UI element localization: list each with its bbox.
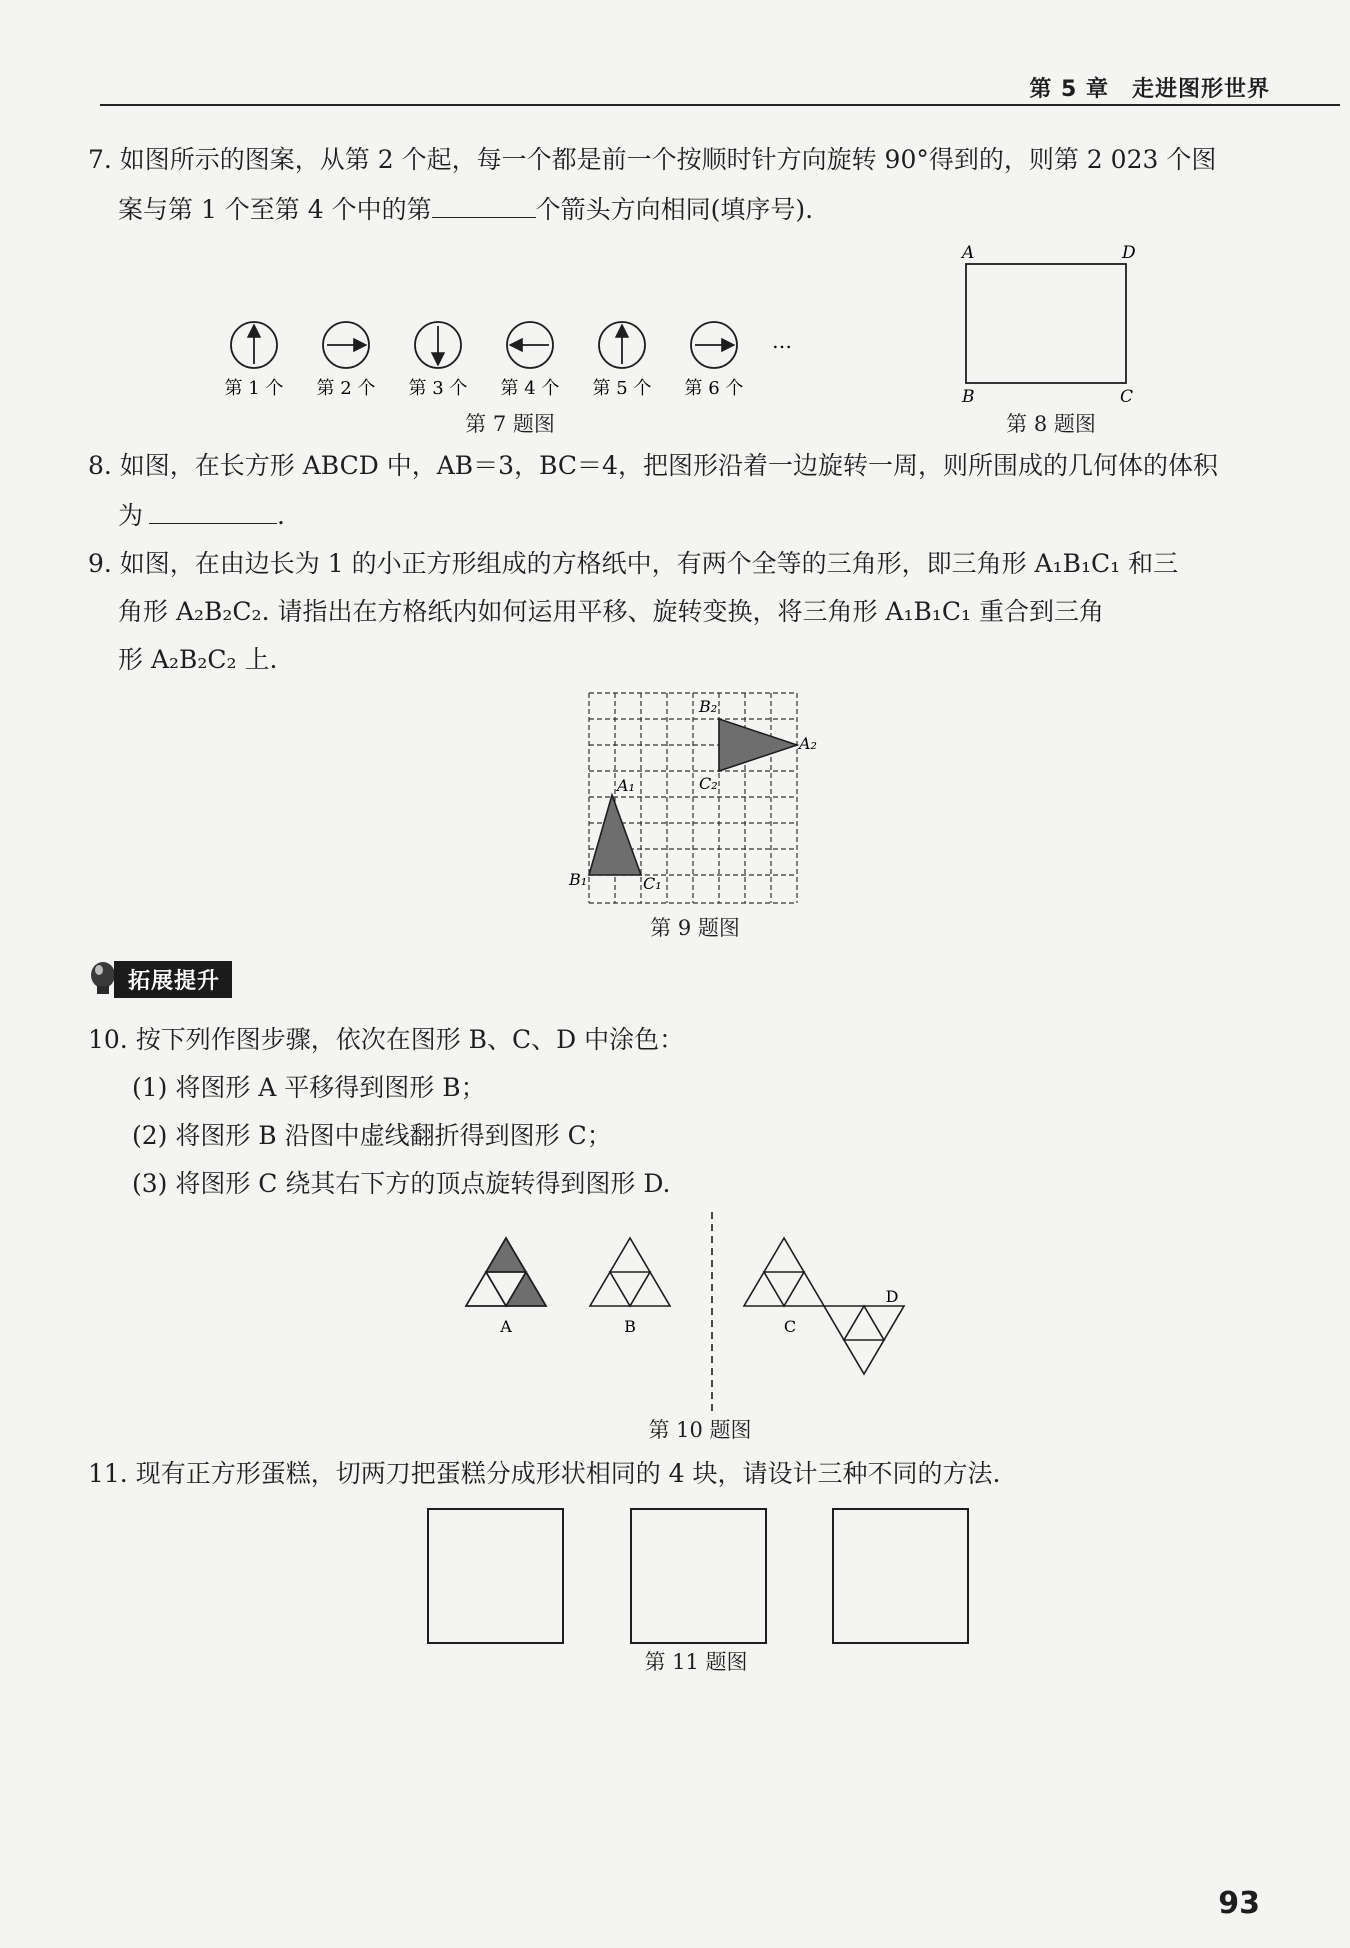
q7-item-label-1: 第 1 个 — [224, 378, 284, 399]
q8-label-A: A — [962, 243, 975, 263]
q9-triangle-2 — [719, 719, 797, 771]
q10-step1: (1) 将图形 A 平移得到图形 B； — [132, 1073, 486, 1102]
chapter-title: 第 5 章 走进图形世界 — [1029, 77, 1270, 102]
q9-line1: 9. 如图，在由边长为 1 的小正方形组成的方格纸中，有两个全等的三角形，即三角形 A₁B₁C₁ 和三 — [88, 549, 1179, 578]
q7-arrow-circle-1 — [231, 322, 277, 368]
q9-triangle-1 — [589, 795, 641, 875]
q8-label-D: D — [1122, 243, 1136, 263]
page-number: 93 — [1218, 1886, 1260, 1921]
q10-shape-A — [466, 1238, 546, 1306]
q8-line2-end: . — [277, 501, 285, 530]
q9-label-B1: B₁ — [569, 870, 588, 889]
q11-square-2[interactable] — [630, 1508, 767, 1644]
q10-step2: (2) 将图形 B 沿图中虚线翻折得到图形 C； — [132, 1121, 612, 1150]
q7-item-label-6: 第 6 个 — [684, 378, 744, 399]
q7-ellipsis: … — [772, 329, 792, 353]
q7-caption: 第 7 题图 — [465, 412, 555, 436]
q9-line2: 角形 A₂B₂C₂. 请指出在方格纸内如何运用平移、旋转变换，将三角形 A₁B₁C₁ 重合到三角 — [118, 597, 1104, 626]
q7-arrow-circle-5 — [599, 322, 645, 368]
q10-line1: 10. 按下列作图步骤，依次在图形 B、C、D 中涂色： — [88, 1025, 685, 1054]
q8-label-B: B — [962, 387, 975, 407]
q7-arrow-circle-2 — [323, 322, 369, 368]
q11-square-1[interactable] — [427, 1508, 564, 1644]
q8-line2 — [118, 492, 285, 540]
q7-item-label-4: 第 4 个 — [500, 378, 560, 399]
q8-rectangle — [966, 264, 1126, 383]
q10-figure — [450, 1210, 950, 1425]
q7-line2-text-b: 个箭头方向相同(填序号). — [535, 195, 814, 224]
q7-item-label-3: 第 3 个 — [408, 378, 468, 399]
q7-answer-blank[interactable] — [432, 217, 536, 218]
q9-grid-figure — [565, 685, 835, 910]
q8-answer-blank[interactable] — [149, 523, 277, 524]
q10-label-D: D — [885, 1287, 899, 1306]
q11-line1: 11. 现有正方形蛋糕，切两刀把蛋糕分成形状相同的 4 块，请设计三种不同的方法. — [88, 1459, 1001, 1488]
q11-caption: 第 11 题图 — [644, 1650, 748, 1674]
q7-line2-text-a: 案与第 1 个至第 4 个中的第 — [118, 195, 432, 224]
q8-figure — [950, 240, 1150, 410]
q9-label-A1: A₁ — [617, 776, 635, 795]
q9-label-C1: C₁ — [643, 874, 662, 893]
section-badge — [88, 960, 232, 998]
q10-shape-B — [590, 1238, 670, 1306]
header-rule — [100, 104, 1340, 106]
q9-label-B2: B₂ — [699, 697, 718, 716]
q10-label-A: A — [500, 1317, 512, 1336]
q9-line3: 形 A₂B₂C₂ 上. — [118, 645, 278, 674]
q8-line1: 8. 如图，在长方形 ABCD 中，AB＝3，BC＝4，把图形沿着一边旋转一周，则所围成的几何体的体积 — [88, 451, 1218, 480]
q10-shape-C — [744, 1238, 824, 1306]
q10-step3: (3) 将图形 C 绕其右下方的顶点旋转得到图形 D. — [132, 1169, 671, 1198]
q10-label-C: C — [783, 1317, 797, 1336]
q8-label-C: C — [1120, 387, 1134, 407]
q9-label-C2: C₂ — [699, 774, 718, 793]
q7-item-label-2: 第 2 个 — [316, 378, 376, 399]
q10-shape-D — [824, 1306, 904, 1374]
q9-label-A2: A₂ — [799, 734, 817, 753]
q7-arrow-circle-3 — [415, 322, 461, 368]
q8-line2-text: 为 — [118, 501, 144, 530]
q10-caption: 第 10 题图 — [648, 1418, 752, 1442]
q7-item-label-5: 第 5 个 — [592, 378, 652, 399]
q11-square-3[interactable] — [832, 1508, 969, 1644]
q7-arrow-circle-6 — [691, 322, 737, 368]
q7-line2 — [118, 186, 813, 234]
q9-caption: 第 9 题图 — [650, 916, 740, 940]
q10-label-B: B — [624, 1317, 636, 1336]
q7-line1: 7. 如图所示的图案，从第 2 个起，每一个都是前一个按顺时针方向旋转 90°得到的，则第 2 023 个图 — [88, 145, 1217, 174]
q8-caption: 第 8 题图 — [1006, 412, 1096, 436]
section-title: 拓展提升 — [114, 961, 232, 998]
q7-arrow-circle-4 — [507, 322, 553, 368]
